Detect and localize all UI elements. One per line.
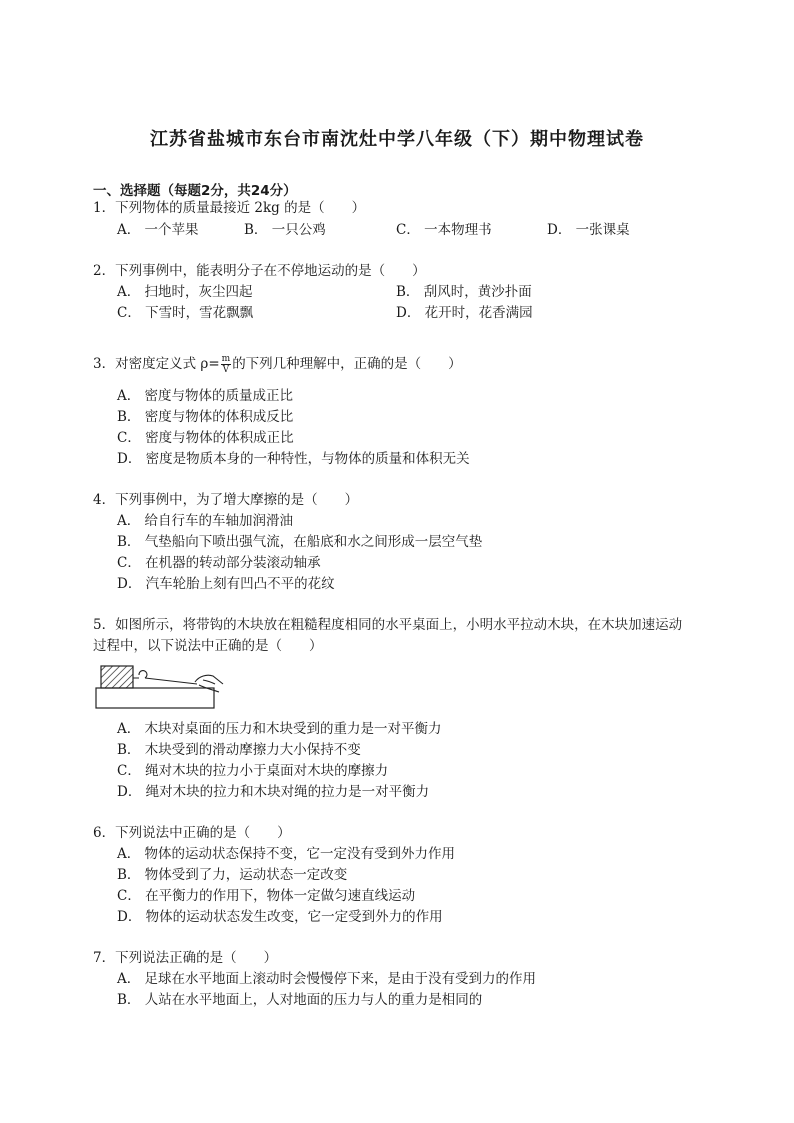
q3-stem-pre: 3．对密度定义式 ρ=: [93, 356, 220, 372]
q6-option-d: D． 物体的运动状态发生改变，它一定受到外力的作用: [117, 909, 443, 925]
q5-option-d: D． 绳对木块的拉力和木块对绳的拉力是一对平衡力: [117, 784, 430, 800]
q3-option-b: B． 密度与物体的体积成反比: [117, 409, 294, 425]
q2-option-a: A． 扫地时，灰尘四起: [117, 284, 253, 300]
q2-option-d: D． 花开时，花香满园: [396, 305, 533, 321]
q4-option-a: A． 给自行车的车轴加润滑油: [117, 513, 294, 529]
q6-option-c: C． 在平衡力的作用下，物体一定做匀速直线运动: [117, 888, 416, 904]
question-2-stem: 2．下列事例中，能表明分子在不停地运动的是（ ）: [93, 263, 426, 279]
q5-option-b: B． 木块受到的滑动摩擦力大小保持不变: [117, 742, 361, 758]
question-1-stem: 1．下列物体的质量最接近 2kg 的是（ ）: [93, 200, 366, 216]
q5-option-c: C． 绳对木块的拉力小于桌面对木块的摩擦力: [117, 763, 389, 779]
question-6-stem: 6．下列说法中正确的是（ ）: [93, 825, 291, 841]
q1-option-a: A． 一个苹果: [117, 222, 199, 238]
question-4-stem: 4．下列事例中，为了增大摩擦的是（ ）: [93, 492, 359, 508]
q5-option-a: A． 木块对桌面的压力和木块受到的重力是一对平衡力: [117, 721, 442, 737]
q1-option-c: C． 一本物理书: [396, 222, 492, 238]
q4-option-d: D． 汽车轮胎上刻有凹凸不平的花纹: [117, 576, 335, 592]
q3-option-d: D． 密度是物质本身的一种特性，与物体的质量和体积无关: [117, 451, 470, 467]
wooden-block: [101, 666, 133, 688]
q3-stem-post: 的下列几种理解中，正确的是（ ）: [232, 356, 462, 372]
q4-option-b: B． 气垫船向下喷出强气流，在船底和水之间形成一层空气垫: [117, 534, 483, 550]
question-3-stem: [93, 354, 462, 375]
q4-option-c: C． 在机器的转动部分装滚动轴承: [117, 555, 321, 571]
q3-option-c: C． 密度与物体的体积成正比: [117, 430, 294, 446]
q2-option-b: B． 刮风时，黄沙扑面: [396, 284, 532, 300]
q1-option-d: D． 一张课桌: [547, 222, 630, 238]
exam-title: 江苏省盐城市东台市南沈灶中学八年级（下）期中物理试卷: [150, 129, 644, 150]
density-fraction: [221, 354, 232, 375]
fraction-denominator: V: [222, 365, 230, 375]
section-heading: 一、选择题（每题2分，共24分）: [93, 183, 297, 199]
hand: [195, 675, 223, 692]
q1-option-b: B． 一只公鸡: [244, 222, 326, 238]
fraction-numerator: m: [221, 354, 231, 364]
q7-option-a: A． 足球在水平地面上滚动时会慢慢停下来，是由于没有受到力的作用: [117, 971, 537, 987]
block-on-table-figure: [95, 662, 225, 710]
question-5-stem-line2: 过程中，以下说法中正确的是（ ）: [93, 638, 323, 654]
q3-option-a: A． 密度与物体的质量成正比: [117, 388, 294, 404]
q6-option-b: B． 物体受到了力，运动状态一定改变: [117, 867, 348, 883]
q2-option-c: C． 下雪时，雪花飘飘: [117, 305, 254, 321]
question-5-stem-line1: 5．如图所示，将带钩的木块放在粗糙程度相同的水平桌面上，小明水平拉动木块，在木块加速运动: [93, 617, 683, 633]
q6-option-a: A． 物体的运动状态保持不变，它一定没有受到外力作用: [117, 846, 456, 862]
table-surface: [96, 688, 214, 708]
question-7-stem: 7．下列说法正确的是（ ）: [93, 950, 278, 966]
pull-string: [145, 678, 197, 684]
block-hook: [133, 671, 147, 678]
q7-option-b: B． 人站在水平地面上，人对地面的压力与人的重力是相同的: [117, 992, 483, 1008]
